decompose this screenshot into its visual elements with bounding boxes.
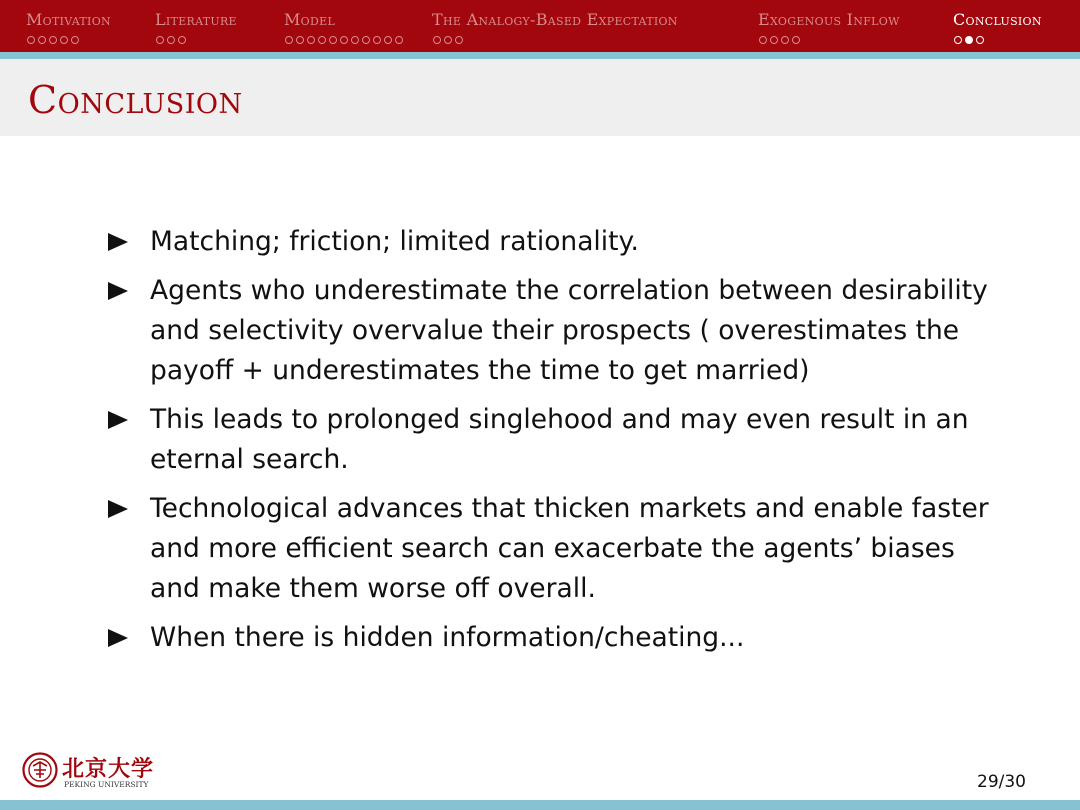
bullet-item bbox=[108, 222, 1008, 262]
nav-section-model[interactable]: Model bbox=[284, 10, 336, 29]
nav-progress-dot-icon[interactable] bbox=[156, 36, 164, 44]
nav-progress-dot-icon[interactable] bbox=[384, 36, 392, 44]
nav-progress-dot-icon[interactable] bbox=[38, 36, 46, 44]
nav-progress-dot-icon[interactable] bbox=[351, 36, 359, 44]
nav-progress-dot-icon[interactable] bbox=[340, 36, 348, 44]
bullet-text: When there is hidden information/cheating... bbox=[150, 622, 745, 653]
nav-section-analogy-based-expectation[interactable]: The Analogy-Based Expectation bbox=[432, 10, 678, 29]
bullet-text: This leads to prolonged singlehood and may even result in an eternal search. bbox=[150, 404, 969, 475]
bullet-item bbox=[108, 618, 1008, 658]
nav-progress-dot-icon[interactable] bbox=[433, 36, 441, 44]
nav-progress-dot-icon[interactable] bbox=[395, 36, 403, 44]
nav-progress-dot-icon[interactable] bbox=[167, 36, 175, 44]
nav-dots-model[interactable] bbox=[285, 34, 403, 46]
nav-progress-dot-icon[interactable] bbox=[954, 36, 962, 44]
nav-progress-dot-icon[interactable] bbox=[965, 36, 973, 44]
triangle-bullet-icon bbox=[108, 629, 128, 647]
nav-dots-motivation[interactable] bbox=[27, 34, 79, 46]
nav-progress-dot-icon[interactable] bbox=[455, 36, 463, 44]
university-seal-icon bbox=[22, 752, 58, 788]
nav-progress-dot-icon[interactable] bbox=[285, 36, 293, 44]
frame-title: Conclusion bbox=[28, 78, 243, 122]
nav-progress-dot-icon[interactable] bbox=[49, 36, 57, 44]
nav-progress-dot-icon[interactable] bbox=[178, 36, 186, 44]
triangle-bullet-icon bbox=[108, 282, 128, 300]
nav-progress-dot-icon[interactable] bbox=[329, 36, 337, 44]
footer-accent-rule bbox=[0, 800, 1080, 810]
nav-progress-dot-icon[interactable] bbox=[976, 36, 984, 44]
nav-progress-dot-icon[interactable] bbox=[781, 36, 789, 44]
page-number: 29/30 bbox=[977, 772, 1026, 792]
nav-progress-dot-icon[interactable] bbox=[770, 36, 778, 44]
bullet-list bbox=[108, 222, 1008, 667]
nav-progress-dot-icon[interactable] bbox=[792, 36, 800, 44]
university-name-english: PEKING UNIVERSITY bbox=[64, 780, 149, 789]
bullet-item bbox=[108, 271, 1008, 391]
nav-progress-dot-icon[interactable] bbox=[296, 36, 304, 44]
nav-dots-exogenous-inflow[interactable] bbox=[759, 34, 800, 46]
nav-progress-dot-icon[interactable] bbox=[71, 36, 79, 44]
header-accent-rule bbox=[0, 52, 1080, 59]
triangle-bullet-icon bbox=[108, 411, 128, 429]
nav-section-exogenous-inflow[interactable]: Exogenous Inflow bbox=[758, 10, 900, 29]
nav-progress-dot-icon[interactable] bbox=[60, 36, 68, 44]
university-name-chinese: 北京大学 bbox=[62, 756, 155, 782]
triangle-bullet-icon bbox=[108, 233, 128, 251]
university-logo bbox=[22, 752, 162, 798]
nav-progress-dot-icon[interactable] bbox=[759, 36, 767, 44]
section-navigation-bar bbox=[0, 0, 1080, 52]
nav-dots-conclusion[interactable] bbox=[954, 34, 984, 46]
nav-progress-dot-icon[interactable] bbox=[27, 36, 35, 44]
bullet-item bbox=[108, 400, 1008, 480]
nav-section-motivation[interactable]: Motivation bbox=[26, 10, 111, 29]
nav-section-literature[interactable]: Literature bbox=[155, 10, 237, 29]
nav-progress-dot-icon[interactable] bbox=[307, 36, 315, 44]
triangle-bullet-icon bbox=[108, 500, 128, 518]
nav-section-conclusion[interactable]: Conclusion bbox=[953, 10, 1042, 29]
nav-progress-dot-icon[interactable] bbox=[444, 36, 452, 44]
bullet-text: Agents who underestimate the correlation between desirability and selectivity overvalue their prospects ( overestimates the payoff + underestimates the time to get married) bbox=[150, 275, 988, 386]
bullet-text: Technological advances that thicken markets and enable faster and more efficient search can exacerbate the agents’ biases and make them worse off overall. bbox=[150, 493, 989, 604]
bullet-text: Matching; friction; limited rationality. bbox=[150, 226, 639, 257]
nav-dots-analogy-based-expectation[interactable] bbox=[433, 34, 463, 46]
nav-dots-literature[interactable] bbox=[156, 34, 186, 46]
nav-progress-dot-icon[interactable] bbox=[362, 36, 370, 44]
nav-progress-dot-icon[interactable] bbox=[318, 36, 326, 44]
bullet-item bbox=[108, 489, 1008, 609]
nav-progress-dot-icon[interactable] bbox=[373, 36, 381, 44]
